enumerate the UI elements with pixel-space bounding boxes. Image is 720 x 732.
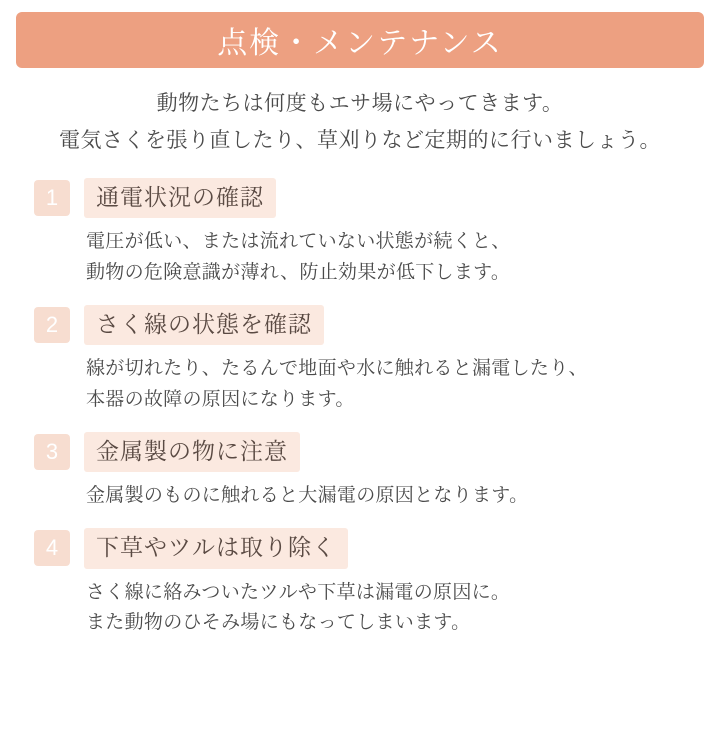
item-body-line: また動物のひそみ場にもなってしまいます。 [86, 612, 471, 634]
intro-line-1: 動物たちは何度もエサ場にやってきます。 [156, 92, 564, 115]
item-header [34, 178, 692, 219]
item-body-line: さく線に絡みついたツルや下草は漏電の原因に。 [86, 581, 511, 603]
item-title: さく線の状態を確認 [84, 305, 324, 346]
item-number-badge: 4 [34, 530, 70, 566]
item-title: 金属製の物に注意 [84, 432, 300, 473]
intro-line-2: 電気さくを張り直したり、草刈りなど定期的に行いましょう。 [59, 128, 661, 152]
item-body-line: 動物の危険意識が薄れ、防止効果が低下します。 [86, 261, 511, 283]
item-body [86, 578, 692, 640]
item-body [86, 481, 692, 512]
checklist [0, 178, 720, 640]
header-banner [16, 12, 704, 68]
item-number-badge: 2 [34, 307, 70, 343]
item-header [34, 305, 692, 346]
list-item [34, 178, 692, 289]
list-item [34, 528, 692, 639]
document-page [0, 12, 720, 732]
item-body [86, 354, 692, 416]
list-item [34, 305, 692, 416]
item-body-line: 本器の故障の原因になります。 [86, 388, 355, 410]
item-body-line: 電圧が低い、または流れていない状態が続くと、 [86, 231, 511, 253]
item-body [86, 227, 692, 289]
page-title: 点検・メンテナンス [217, 27, 503, 60]
list-item [34, 432, 692, 512]
item-body-line: 金属製のものに触れると大漏電の原因となります。 [86, 485, 529, 507]
item-body-line: 線が切れたり、たるんで地面や水に触れると漏電したり、 [86, 358, 588, 380]
item-title: 下草やツルは取り除く [84, 528, 348, 569]
item-header [34, 432, 692, 473]
item-title: 通電状況の確認 [84, 178, 276, 219]
intro-paragraph [0, 86, 720, 160]
item-number-badge: 1 [34, 180, 70, 216]
item-header [34, 528, 692, 569]
item-number-badge: 3 [34, 434, 70, 470]
